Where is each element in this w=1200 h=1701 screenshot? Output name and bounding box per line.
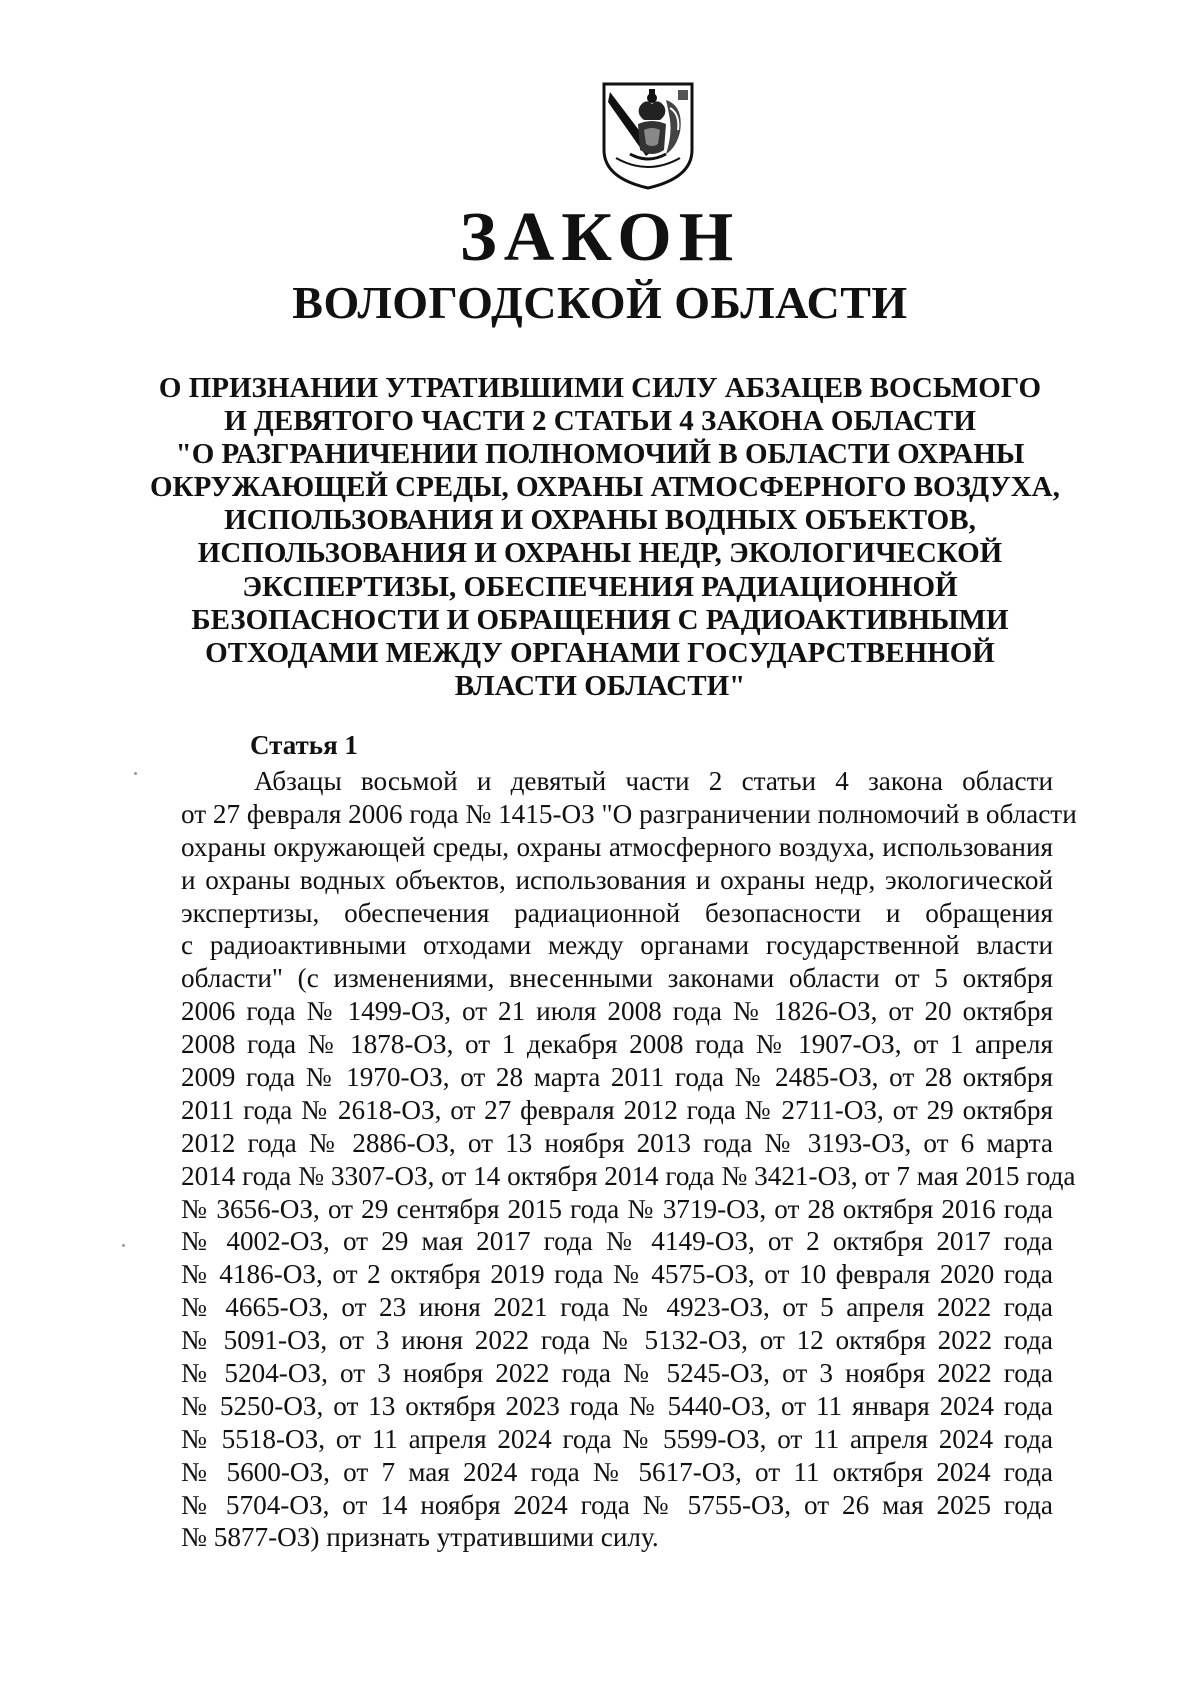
heading-line: ОТХОДАМИ МЕЖДУ ОРГАНАМИ ГОСУДАРСТВЕННОЙ [205, 636, 995, 669]
body-line: 2009 года № 1970-ОЗ, от 28 марта 2011 года № 2485-ОЗ, от 28 октября [181, 1062, 1053, 1093]
body-line: № 5204-ОЗ, от 3 ноября 2022 года № 5245-ОЗ, от 3 ноября 2022 года [181, 1358, 1053, 1389]
body-line: экспертизы, обеспечения радиационной безопасности и обращения [181, 897, 1053, 928]
law-heading [150, 372, 1060, 703]
body-line: и охраны водных объектов, использования и охраны недр, экологической [181, 864, 1053, 895]
body-line: 2006 года № 1499-ОЗ, от 21 июля 2008 года № 1826-ОЗ, от 20 октября [181, 996, 1053, 1027]
body-line: Абзацы восьмой и девятый части 2 статьи 4 закона области [254, 766, 1053, 796]
heading-line: ОКРУЖАЮЩЕЙ СРЕДЫ, ОХРАНЫ АТМОСФЕРНОГО ВОЗДУХА, [150, 471, 1060, 504]
scan-speck [134, 772, 137, 775]
body-line: 2008 года № 1878-ОЗ, от 1 декабря 2008 года № 1907-ОЗ, от 1 апреля [181, 1029, 1053, 1060]
body-line: № 5600-ОЗ, от 7 мая 2024 года № 5617-ОЗ, от 11 октября 2024 года [181, 1456, 1053, 1487]
document-subtitle: ВОЛОГОДСКОЙ ОБЛАСТИ [292, 277, 908, 328]
body-line: № 4002-ОЗ, от 29 мая 2017 года № 4149-ОЗ, от 2 октября 2017 года [181, 1226, 1053, 1257]
article-title: Статья 1 [250, 730, 358, 760]
heading-line: БЕЗОПАСНОСТИ И ОБРАЩЕНИЯ С РАДИОАКТИВНЫМИ [191, 603, 1009, 636]
body-line: № 5091-ОЗ, от 3 июня 2022 года № 5132-ОЗ, от 12 октября 2022 года [181, 1325, 1053, 1356]
body-line: № 5250-ОЗ, от 13 октября 2023 года № 5440-ОЗ, от 11 января 2024 года [181, 1390, 1053, 1421]
body-line: 2011 года № 2618-ОЗ, от 27 февраля 2012 года № 2711-ОЗ, от 29 октября [181, 1094, 1053, 1125]
scan-speck [122, 1244, 125, 1247]
coat-of-arms-icon [600, 80, 696, 192]
heading-line: ВЛАСТИ ОБЛАСТИ" [454, 669, 746, 702]
heading-line: И ДЕВЯТОГО ЧАСТИ 2 СТАТЬИ 4 ЗАКОНА ОБЛАСТИ [224, 405, 976, 438]
body-line: 2012 года № 2886-ОЗ, от 13 ноября 2013 года № 3193-ОЗ, от 6 марта [181, 1127, 1053, 1158]
article-body [181, 765, 1077, 1554]
body-line: № 5518-ОЗ, от 11 апреля 2024 года № 5599-ОЗ, от 11 апреля 2024 года [181, 1423, 1053, 1454]
body-line: № 5877-ОЗ) признать утратившими силу. [181, 1522, 659, 1553]
heading-line: ЭКСПЕРТИЗЫ, ОБЕСПЕЧЕНИЯ РАДИАЦИОННОЙ [242, 570, 958, 603]
heading-line: ИСПОЛЬЗОВАНИЯ И ОХРАНЫ ВОДНЫХ ОБЪЕКТОВ, [224, 504, 976, 537]
body-line: № 4186-ОЗ, от 2 октября 2019 года № 4575-ОЗ, от 10 февраля 2020 года [181, 1259, 1053, 1290]
heading-line: О ПРИЗНАНИИ УТРАТИВШИМИ СИЛУ АБЗАЦЕВ ВОСЬМОГО [158, 372, 1042, 404]
body-line: № 5704-ОЗ, от 14 ноября 2024 года № 5755-ОЗ, от 26 мая 2025 года [181, 1489, 1053, 1520]
body-line: с радиоактивными отходами между органами государственной власти [181, 930, 1053, 961]
body-line: области" (с изменениями, внесенными законами области от 5 октября [181, 963, 1053, 994]
heading-line: ИСПОЛЬЗОВАНИЯ И ОХРАНЫ НЕДР, ЭКОЛОГИЧЕСКОЙ [197, 537, 1003, 570]
body-line: № 3656-ОЗ, от 29 сентября 2015 года № 3719-ОЗ, от 28 октября 2016 года [181, 1193, 1053, 1224]
body-line: 2014 года № 3307-ОЗ, от 14 октября 2014 года № 3421-ОЗ, от 7 мая 2015 года [181, 1160, 1076, 1191]
document-title: ЗАКОН [459, 199, 741, 276]
body-line: охраны окружающей среды, охраны атмосферного воздуха, использования [181, 831, 1053, 862]
body-line: № 4665-ОЗ, от 23 июня 2021 года № 4923-ОЗ, от 5 апреля 2022 года [181, 1292, 1053, 1323]
body-line: от 27 февраля 2006 года № 1415-ОЗ "О разграничении полномочий в области [181, 798, 1077, 829]
heading-line: "О РАЗГРАНИЧЕНИИ ПОЛНОМОЧИЙ В ОБЛАСТИ ОХРАНЫ [175, 438, 1025, 471]
